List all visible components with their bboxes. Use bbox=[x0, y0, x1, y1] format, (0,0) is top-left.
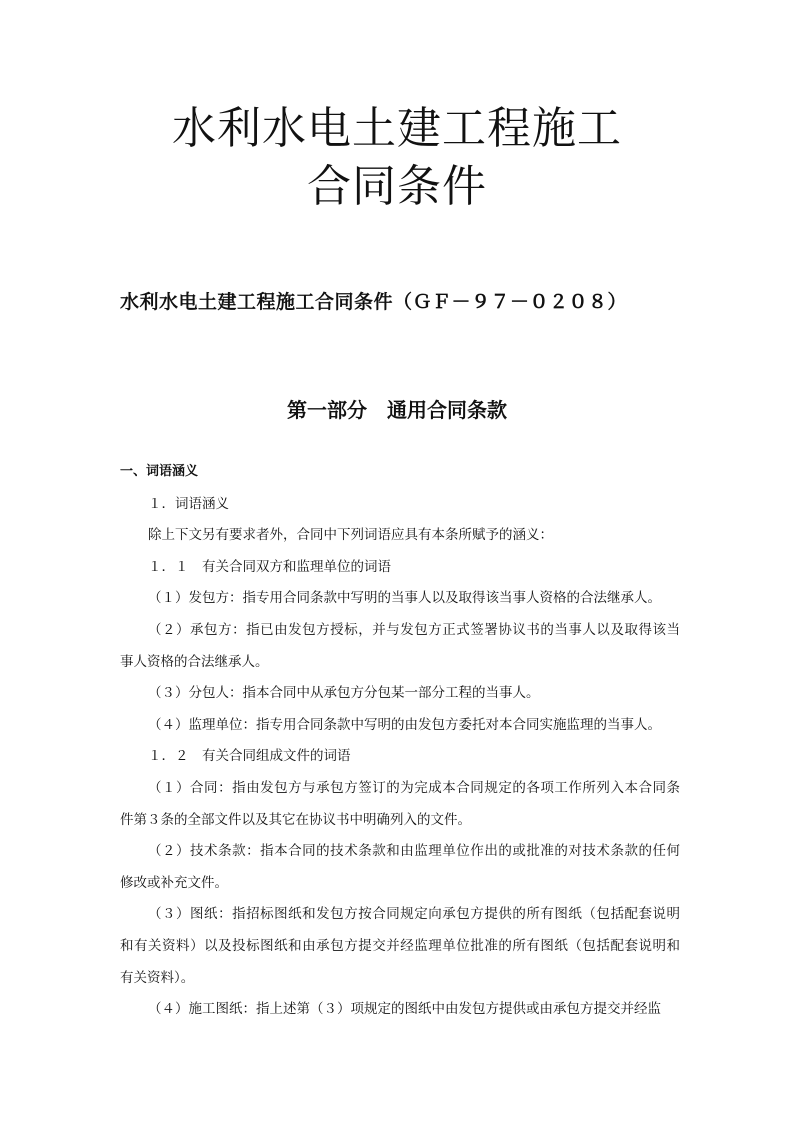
paragraph-line: １．词语涵义 bbox=[148, 495, 229, 512]
document-body bbox=[120, 461, 680, 1030]
section-heading: 一、词语涵义 bbox=[120, 464, 199, 479]
paragraph bbox=[120, 493, 680, 525]
paragraph bbox=[120, 998, 680, 1030]
paragraph-line: （３）图纸：指招标图纸和发包方按合同规定向承包方提供的所有图纸（包括配套说明 bbox=[148, 906, 680, 923]
paragraph-line: 事人资格的合法继承人。 bbox=[120, 653, 269, 670]
paragraph-line: 件第３条的全部文件以及其它在协议书中明确列入的文件。 bbox=[120, 811, 471, 828]
paragraph-line: （４）监理单位：指专用合同条款中写明的由发包方委托对本合同实施监理的当事人。 bbox=[148, 716, 661, 733]
paragraph bbox=[120, 840, 680, 903]
paragraph-line: １．１ 有关合同双方和监理单位的词语 bbox=[148, 558, 391, 575]
paragraph bbox=[120, 777, 680, 840]
paragraph bbox=[120, 619, 680, 682]
paragraph-line: （２）承包方：指已由发包方授标，并与发包方正式签署协议书的当事人以及取得该当 bbox=[148, 621, 680, 638]
paragraph-line: 除上下文另有要求者外，合同中下列词语应具有本条所赋予的涵义： bbox=[148, 527, 553, 544]
paragraph-line: 有关资料）。 bbox=[120, 969, 195, 986]
paragraph-line: （１）发包方：指专用合同条款中写明的当事人以及取得该当事人资格的合法继承人。 bbox=[148, 590, 661, 607]
paragraph-line: １．２ 有关合同组成文件的词语 bbox=[148, 748, 351, 765]
document-title-line-1: 水利水电土建工程施工 bbox=[172, 103, 622, 154]
paragraph bbox=[120, 903, 680, 998]
paragraph bbox=[120, 745, 680, 777]
paragraph bbox=[120, 714, 680, 746]
paragraph bbox=[120, 556, 680, 588]
paragraph-line: （４）施工图纸：指上述第（３）项规定的图纸中由发包方提供或由承包方提交并经监 bbox=[148, 1001, 661, 1018]
document-title-line-2: 合同条件 bbox=[307, 161, 487, 212]
paragraph bbox=[120, 587, 680, 619]
paragraph bbox=[120, 682, 680, 714]
paragraph-line: （２）技术条款：指本合同的技术条款和由监理单位作出的或批准的对技术条款的任何 bbox=[148, 843, 680, 860]
part-heading: 第一部分 通用合同条款 bbox=[287, 398, 507, 422]
paragraph-line: （１）合同：指由发包方与承包方签订的为完成本合同规定的各项工作所列入本合同条 bbox=[148, 779, 680, 796]
paragraph-line: 修改或补充文件。 bbox=[120, 874, 228, 891]
paragraph-line: （３）分包人：指本合同中从承包方分包某一部分工程的当事人。 bbox=[148, 685, 540, 702]
paragraph bbox=[120, 524, 680, 556]
paragraph-line: 和有关资料）以及投标图纸和由承包方提交并经监理单位批准的所有图纸（包括配套说明和 bbox=[120, 937, 680, 954]
document-subtitle: 水利水电土建工程施工合同条件（ＧＦ－９７－０２０８） bbox=[120, 291, 628, 313]
